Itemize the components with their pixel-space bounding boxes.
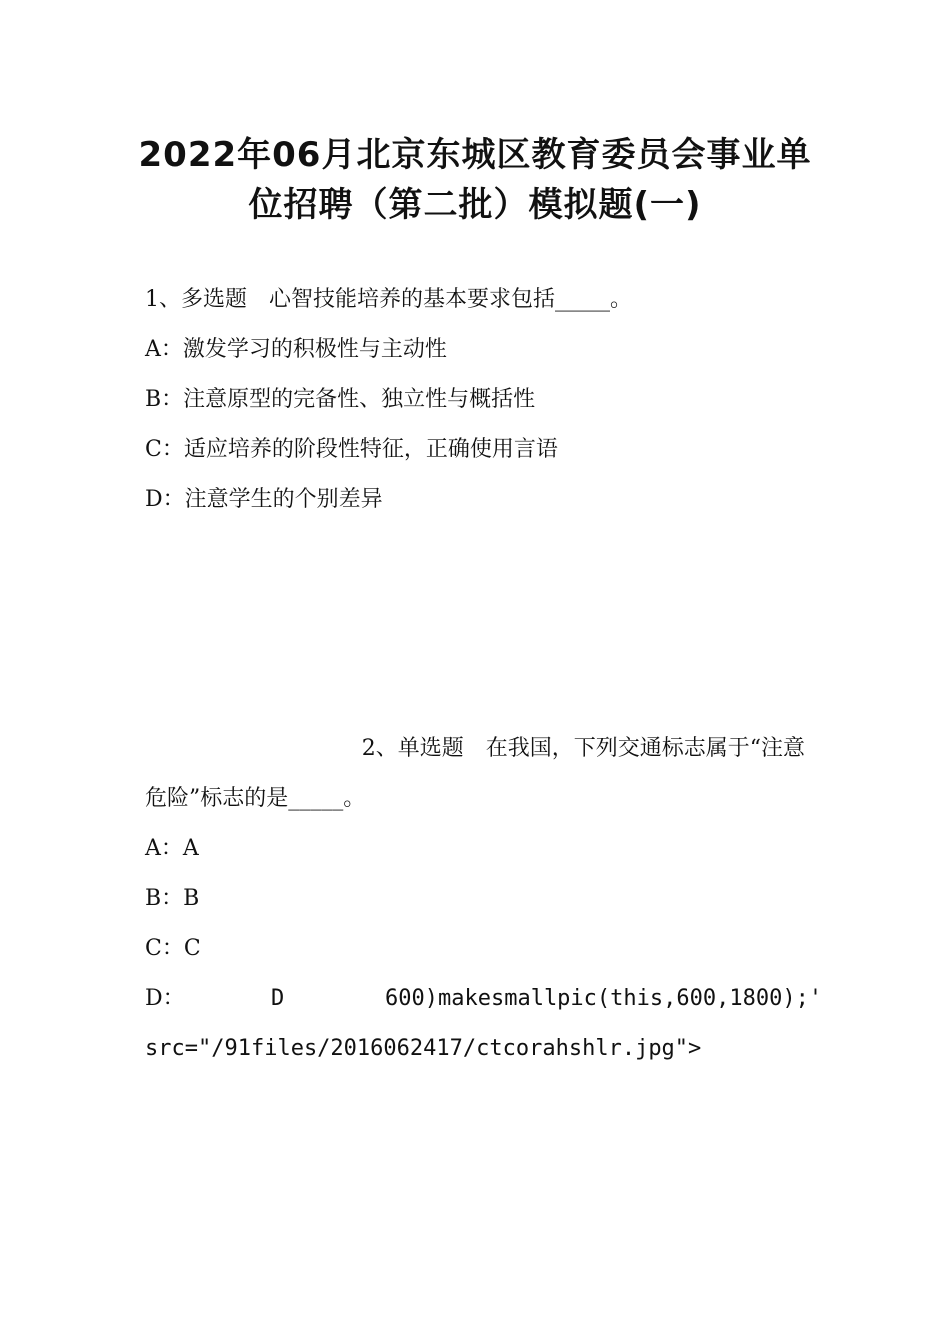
option-d-residue: 600)makesmallpic(this,600,1800);' [385, 986, 823, 1011]
title-line-1: 2022年06月北京东城区教育委员会事业单 [138, 135, 812, 175]
option-d-label: D： [145, 986, 185, 1011]
question-2-header-line-1: 2、单选题 在我国，下列交通标志属于“注意 [361, 736, 805, 761]
question-2-option-b: B：B [145, 886, 200, 911]
option-d-value: D [271, 986, 285, 1011]
question-2-option-a: A：A [145, 836, 199, 861]
question-1-option-b: B：注意原型的完备性、独立性与概括性 [145, 387, 536, 412]
question-1-header: 1、多选题 心智技能培养的基本要求包括_____。 [145, 287, 632, 312]
question-1-option-c: C：适应培养的阶段性特征，正确使用言语 [145, 437, 558, 462]
title-line-2: 位招聘（第二批）模拟题(一) [248, 185, 702, 225]
question-2-option-c: C：C [145, 936, 201, 961]
question-1-option-d: D：注意学生的个别差异 [145, 487, 383, 512]
question-1-option-a: A：激发学习的积极性与主动性 [145, 337, 447, 362]
option-d-residue-line-2: src="/91files/2016062417/ctcorahshlr.jpg"> [145, 1036, 702, 1061]
document-title [0, 130, 950, 230]
question-2-header-line-2: 危险”标志的是_____。 [145, 786, 366, 811]
